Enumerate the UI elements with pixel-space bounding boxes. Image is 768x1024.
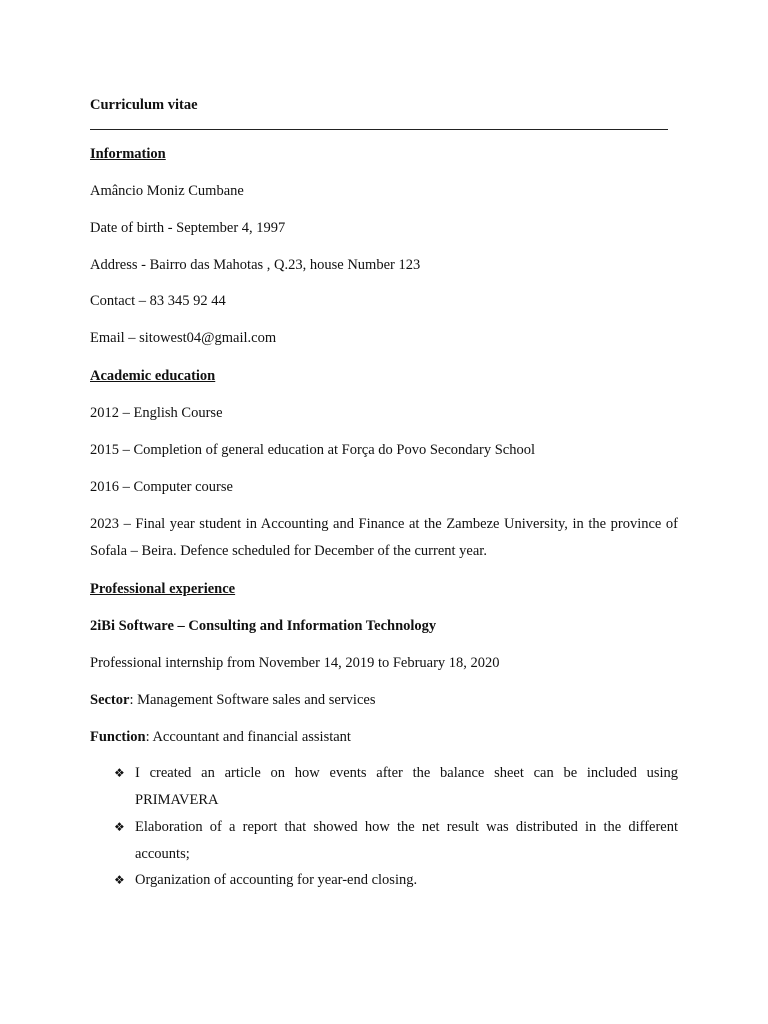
education-text: Computer course <box>129 479 233 495</box>
address: Address - Bairro das Mahotas , Q.23, house Number 123 <box>90 257 421 273</box>
internship-period: Professional internship from November 14, 2019 to February 18, 2020 <box>90 655 500 671</box>
company-name: 2iBi Software – Consulting and Information Technology <box>90 618 437 634</box>
function <box>90 728 351 746</box>
section-heading-education: Academic education <box>90 368 216 384</box>
diamond-bullet-icon: ❖ <box>114 873 125 887</box>
education-item <box>90 511 678 565</box>
sector <box>90 691 375 709</box>
function-label: Function <box>90 729 146 745</box>
date-of-birth: Date of birth - September 4, 1997 <box>90 220 286 236</box>
education-text: Completion of general education at Força do Povo Secondary School <box>129 442 535 458</box>
bullet-text: Organization of accounting for year-end closing. <box>135 872 418 888</box>
education-year: 2012 – <box>90 405 130 421</box>
bullet-text: I created an article on how events after the balance sheet can be included using PRIMAVERA <box>135 765 678 808</box>
contact-phone: Contact – 83 345 92 44 <box>90 293 226 309</box>
education-text: English Course <box>129 405 223 421</box>
title-divider <box>90 129 668 130</box>
education-text: Final year student in Accounting and Finance at the Zambeze University, in the province of Sofala – Beira. Defence scheduled for December of the current year. <box>90 516 678 559</box>
document-title: Curriculum vitae <box>90 97 198 113</box>
email: Email – sitowest04@gmail.com <box>90 330 277 346</box>
function-value: : Accountant and financial assistant <box>145 729 351 745</box>
education-year: 2023 – <box>90 516 131 532</box>
bullet-text: Elaboration of a report that showed how the net result was distributed in the different accounts; <box>135 819 678 862</box>
section-heading-experience: Professional experience <box>90 581 236 597</box>
sector-value: : Management Software sales and services <box>129 692 376 708</box>
diamond-bullet-icon: ❖ <box>114 820 125 834</box>
section-heading-information: Information <box>90 146 166 162</box>
education-item <box>90 404 223 422</box>
education-item <box>90 478 233 496</box>
diamond-bullet-icon: ❖ <box>114 766 125 780</box>
person-name: Amâncio Moniz Cumbane <box>90 183 244 199</box>
education-year: 2016 – <box>90 479 130 495</box>
sector-label: Sector <box>90 692 130 708</box>
education-year: 2015 – <box>90 442 130 458</box>
education-item <box>90 441 535 459</box>
